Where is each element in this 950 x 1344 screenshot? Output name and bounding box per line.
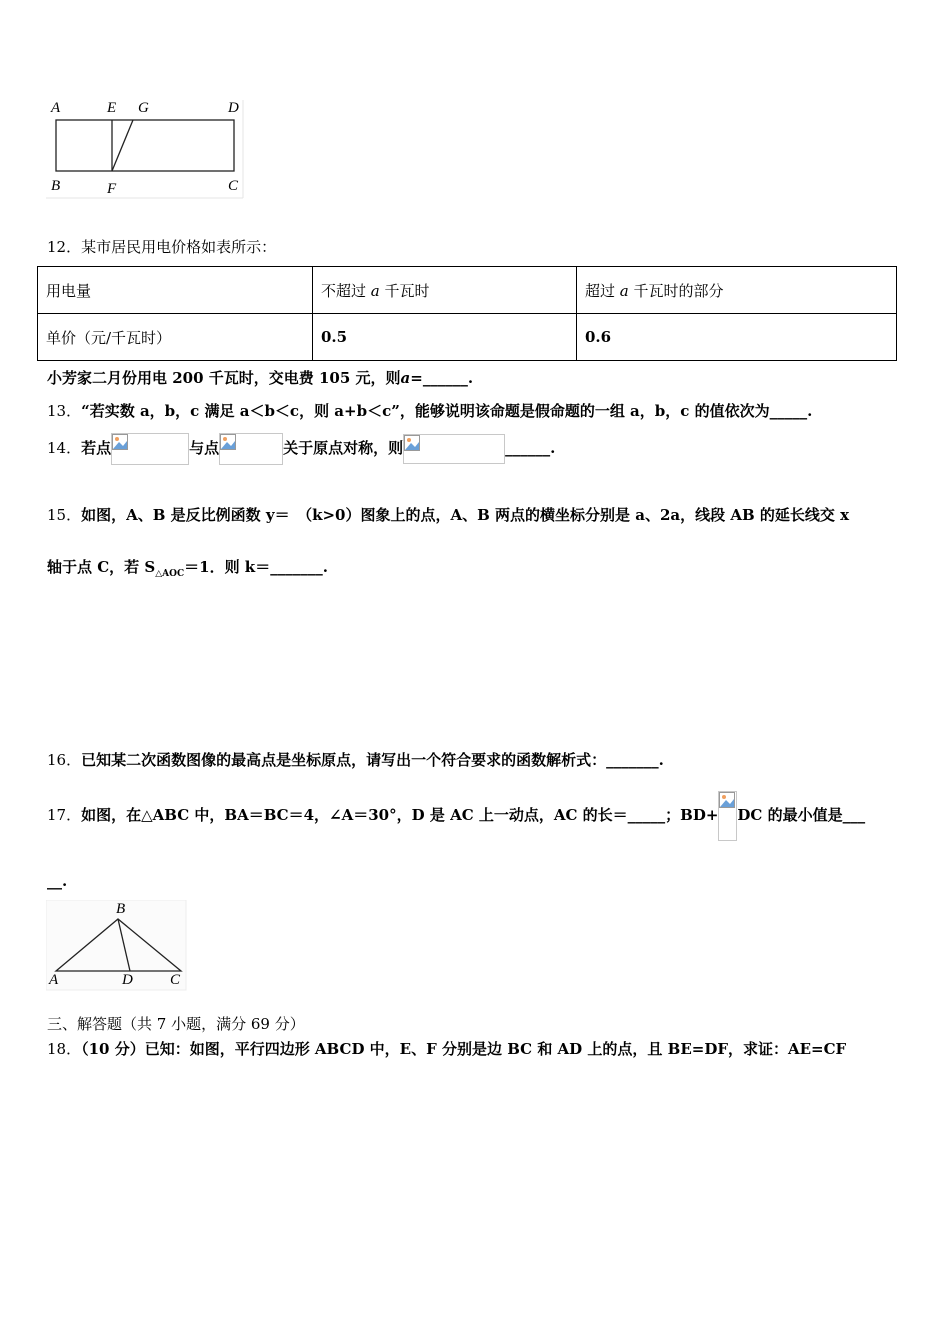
question-13 (47, 400, 812, 421)
label-g: G (138, 100, 149, 116)
table-row (38, 267, 897, 314)
question-number: 13． (47, 402, 82, 420)
question-number: 18． (47, 1040, 82, 1058)
label-d: D (228, 100, 239, 116)
question-number: 15． (47, 506, 82, 524)
question-text: （10 分）已知：如图，平行四边形 ABCD 中，E、F 分别是边 BC 和 AD 上的点，且 BE=DF，求证：AE=CF (81, 1040, 847, 1058)
triangle-figure (46, 900, 188, 992)
question-18 (47, 1038, 846, 1059)
label-b: B (51, 178, 61, 194)
question-text: “若实数 a，b，c 满足 a＜b＜c，则 a+b＜c”，能够说明该命题是假命题的一组 a，b，c 的值依次为_____. (81, 402, 813, 420)
value-over: 0.6 (577, 314, 897, 361)
header-over: 超过 a 千瓦时的部分 (577, 267, 897, 314)
label-c: C (170, 972, 181, 988)
question-text: 已知某二次函数图像的最高点是坐标原点，请写出一个符合要求的函数解析式：_______. (81, 751, 664, 769)
question-number: 16． (47, 751, 82, 769)
header-within: 不超过 a 千瓦时 (313, 267, 577, 314)
label-a: A (51, 100, 61, 116)
question-12-followup: 小芳家二月份用电 200 千瓦时，交电费 105 元，则a=______. (47, 369, 474, 387)
point-image-placeholder (111, 433, 189, 465)
broken-image-icon (404, 435, 420, 451)
label-f: F (107, 181, 117, 197)
value-within: 0.5 (313, 314, 577, 361)
question-number: 17． (47, 806, 82, 824)
question-15-line2: 轴于点 C，若 $S_{\triangle AOC}=1$．则 k＝_______. (47, 558, 328, 579)
question-16 (47, 749, 664, 770)
label-e: E (107, 100, 117, 116)
label-a: A (49, 972, 59, 988)
label-c: C (228, 178, 239, 194)
row-label-price: 单价（元/千瓦时） (38, 314, 313, 361)
broken-image-icon (112, 434, 128, 450)
label-d: D (122, 972, 133, 988)
table-row (38, 314, 897, 361)
price-table (37, 266, 897, 361)
question-text: 如图，A、B 是反比例函数 y＝ （k>0）图象上的点，A、B 两点的横坐标分别是 a、2a，线段 AB 的延长线交 x (81, 506, 850, 524)
rectangle-figure (46, 100, 246, 200)
label-b: B (116, 901, 126, 917)
broken-image-icon (220, 434, 236, 450)
question-number: 14． (47, 439, 82, 457)
question-text: 某市居民用电价格如表所示： (81, 238, 277, 256)
header-usage: 用电量 (38, 267, 313, 314)
question-15-line1 (47, 504, 849, 525)
question-12 (47, 236, 276, 257)
point-image-placeholder (219, 433, 283, 465)
section-3-heading: 三、解答题（共 7 小题，满分 69 分） (47, 1015, 305, 1033)
question-14: 14．若点 与点 关于原点对称，则 ______. (47, 432, 555, 465)
question-17: 17．如图，在△ABC 中，BA＝BC＝4，∠A＝30°，D 是 AC 上一动点，AC 的长＝_____；BD+ DC 的最小值是___ (47, 779, 865, 851)
question-17-line2: __. (47, 872, 68, 890)
expression-image-placeholder (403, 434, 505, 464)
broken-image-icon (719, 792, 735, 808)
question-number: 12． (47, 238, 82, 256)
coefficient-image-placeholder (718, 791, 737, 841)
